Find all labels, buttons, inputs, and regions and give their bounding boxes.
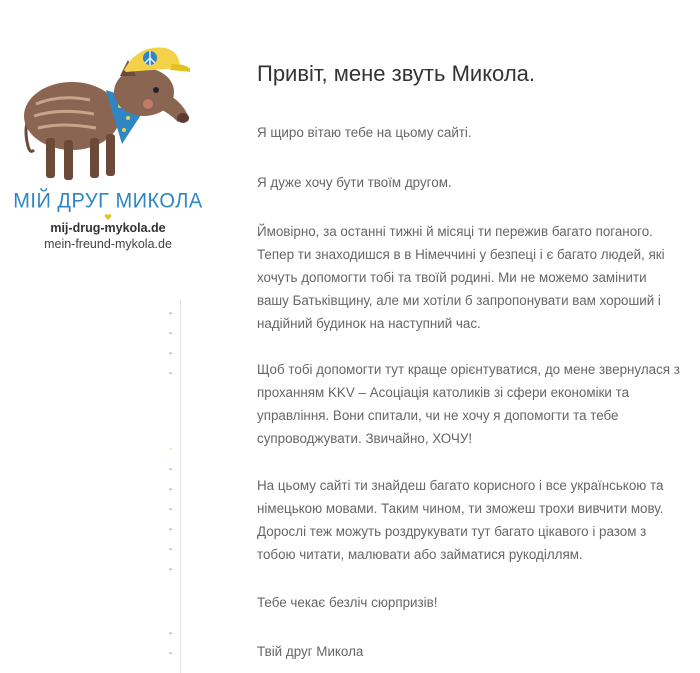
paragraph-line: Дорослі теж можуть роздрукувати тут багато цікавого і разом з bbox=[257, 524, 647, 539]
domain-ua[interactable]: mij-drug-mykola.de bbox=[50, 221, 166, 235]
paragraph-kkv bbox=[257, 358, 687, 450]
paragraph-line: Тепер ти знаходишся в в Німеччині у безпеці і є багато людей, які bbox=[257, 247, 665, 262]
nav-dash: - bbox=[169, 308, 173, 319]
nav-dash: - bbox=[169, 564, 173, 575]
paragraph-line: тобою читати, малювати або займатися рукоділлям. bbox=[257, 547, 583, 562]
nav-dash: - bbox=[169, 484, 173, 495]
paragraph-line: вашу Батьківщину, але ми хотіли б запропонувати вам хороший і bbox=[257, 293, 661, 308]
paragraph-line: управління. Вони спитали, чи не хочу я допомогти та тебе bbox=[257, 408, 619, 423]
nav-dash: - bbox=[169, 328, 173, 339]
paragraph-line: німецькою мовами. Таким чином, ти зможеш трохи вивчити мову. bbox=[257, 501, 664, 516]
nav-dash: - bbox=[169, 368, 173, 379]
paragraph-friend bbox=[257, 171, 687, 194]
paragraph-line: хочуть допомогти тобі та твоїй родині. Ми не можемо замінити bbox=[257, 270, 647, 285]
nav-dash: - bbox=[169, 524, 173, 535]
paragraph-line: Ймовірно, за останні тижні й місяці ти пережив багато поганого. bbox=[257, 224, 653, 239]
paragraph-line: Я щиро вітаю тебе на цьому сайті. bbox=[257, 125, 472, 140]
mykola-boar-logo[interactable] bbox=[20, 34, 190, 190]
nav-dash: - bbox=[169, 444, 173, 455]
paragraph-site-info bbox=[257, 474, 687, 566]
sidebar-divider bbox=[180, 300, 181, 673]
paragraph-line: Тебе чекає безліч сюрпризів! bbox=[257, 595, 438, 610]
paragraph-line: На цьому сайті ти знайдеш багато корисного і все українською та bbox=[257, 478, 664, 493]
nav-dash: - bbox=[169, 648, 173, 659]
paragraph-surprises bbox=[257, 591, 687, 614]
nav-dash: - bbox=[169, 348, 173, 359]
paragraph-line: надійний будинок на наступний час. bbox=[257, 316, 481, 331]
nav-dash: - bbox=[169, 544, 173, 555]
logo-title[interactable]: МІЙ ДРУГ МИКОЛА bbox=[13, 189, 203, 213]
nav-dash: - bbox=[169, 628, 173, 639]
nav-dash: - bbox=[169, 464, 173, 475]
heart-icon bbox=[104, 213, 112, 221]
nav-dash: - bbox=[169, 504, 173, 515]
paragraph-signature bbox=[257, 640, 687, 663]
paragraph-line: Щоб тобі допомогти тут краще орієнтуватися, до мене звернулася з bbox=[257, 362, 680, 377]
paragraph-line: супроводжувати. Звичайно, ХОЧУ! bbox=[257, 431, 473, 446]
paragraph-safety bbox=[257, 220, 687, 335]
paragraph-line: Твій друг Микола bbox=[257, 644, 364, 659]
paragraph-line: проханням KKV – Асоціація католиків зі сфери економіки та bbox=[257, 385, 630, 400]
paragraph-line: Я дуже хочу бути твоїм другом. bbox=[257, 175, 452, 190]
domain-de[interactable]: mein-freund-mykola.de bbox=[44, 237, 172, 251]
page-title: Привіт, мене звуть Микола. bbox=[257, 61, 535, 86]
paragraph-welcome bbox=[257, 121, 687, 144]
sidebar bbox=[0, 0, 203, 673]
